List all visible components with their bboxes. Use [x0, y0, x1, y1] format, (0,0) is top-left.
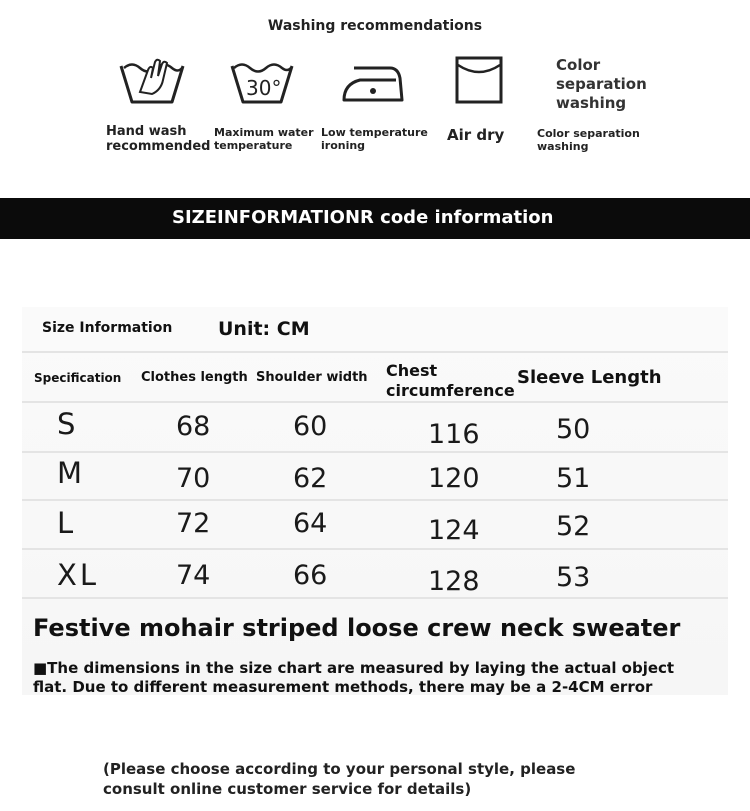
- table-row-size: M: [57, 456, 83, 490]
- color-separation-label: Color separation washing: [537, 127, 640, 153]
- color-separation-heading: Color separation washing: [556, 56, 647, 112]
- table-divider: [22, 548, 728, 550]
- air-dry-icon: [454, 55, 504, 105]
- header-shoulder-width: Shoulder width: [256, 370, 368, 385]
- washing-title: Washing recommendations: [267, 18, 483, 34]
- header-sleeve-length: Sleeve Length: [517, 367, 662, 388]
- low-temp-ironing-label: Low temperature ironing: [321, 126, 428, 152]
- table-cell-shoulder: 64: [293, 508, 328, 539]
- table-divider: [22, 499, 728, 501]
- table-cell-sleeve: 52: [556, 511, 591, 542]
- table-cell-chest: 120: [428, 463, 480, 494]
- hand-wash-icon: [118, 52, 186, 108]
- footer-note: (Please choose according to your personal style, please consult online customer service for details): [103, 760, 576, 798]
- header-specification: Specification: [34, 371, 122, 385]
- unit-label: Unit: CM: [218, 318, 310, 340]
- table-divider: [22, 351, 728, 353]
- table-cell-sleeve: 51: [556, 463, 591, 494]
- table-cell-length: 72: [176, 508, 211, 539]
- size-info-title: Size Information: [42, 320, 173, 336]
- table-cell-chest: 124: [428, 515, 480, 546]
- table-cell-length: 70: [176, 463, 211, 494]
- measurement-note: ■The dimensions in the size chart are measured by laying the actual object flat. Due to different measurement methods, there may be a 2-4CM error: [33, 659, 675, 696]
- header-chest-circumference: Chest circumference: [386, 361, 515, 400]
- table-row-size: L: [57, 506, 74, 540]
- table-cell-chest: 116: [428, 419, 480, 450]
- temp-30-text: 30°: [246, 76, 282, 100]
- product-name: Festive mohair striped loose crew neck sweater: [33, 614, 681, 642]
- table-cell-chest: 128: [428, 566, 480, 597]
- iron-icon: [340, 60, 406, 106]
- table-cell-shoulder: 66: [293, 560, 328, 591]
- table-cell-shoulder: 62: [293, 463, 328, 494]
- table-cell-length: 68: [176, 411, 211, 442]
- table-divider: [22, 401, 728, 403]
- table-divider: [22, 597, 728, 599]
- table-row-size: S: [57, 407, 76, 441]
- table-cell-sleeve: 53: [556, 562, 591, 593]
- air-dry-label: Air dry: [447, 126, 505, 144]
- header-clothes-length: Clothes length: [141, 370, 248, 385]
- table-cell-shoulder: 60: [293, 411, 328, 442]
- table-divider: [22, 451, 728, 453]
- table-cell-sleeve: 50: [556, 414, 591, 445]
- max-water-label: Maximum water temperature: [214, 126, 314, 152]
- banner-title: SIZEINFORMATIONR code information: [172, 207, 554, 228]
- table-row-size: XL: [57, 558, 100, 592]
- hand-wash-label: Hand wash recommended: [106, 124, 211, 154]
- table-cell-length: 74: [176, 560, 211, 591]
